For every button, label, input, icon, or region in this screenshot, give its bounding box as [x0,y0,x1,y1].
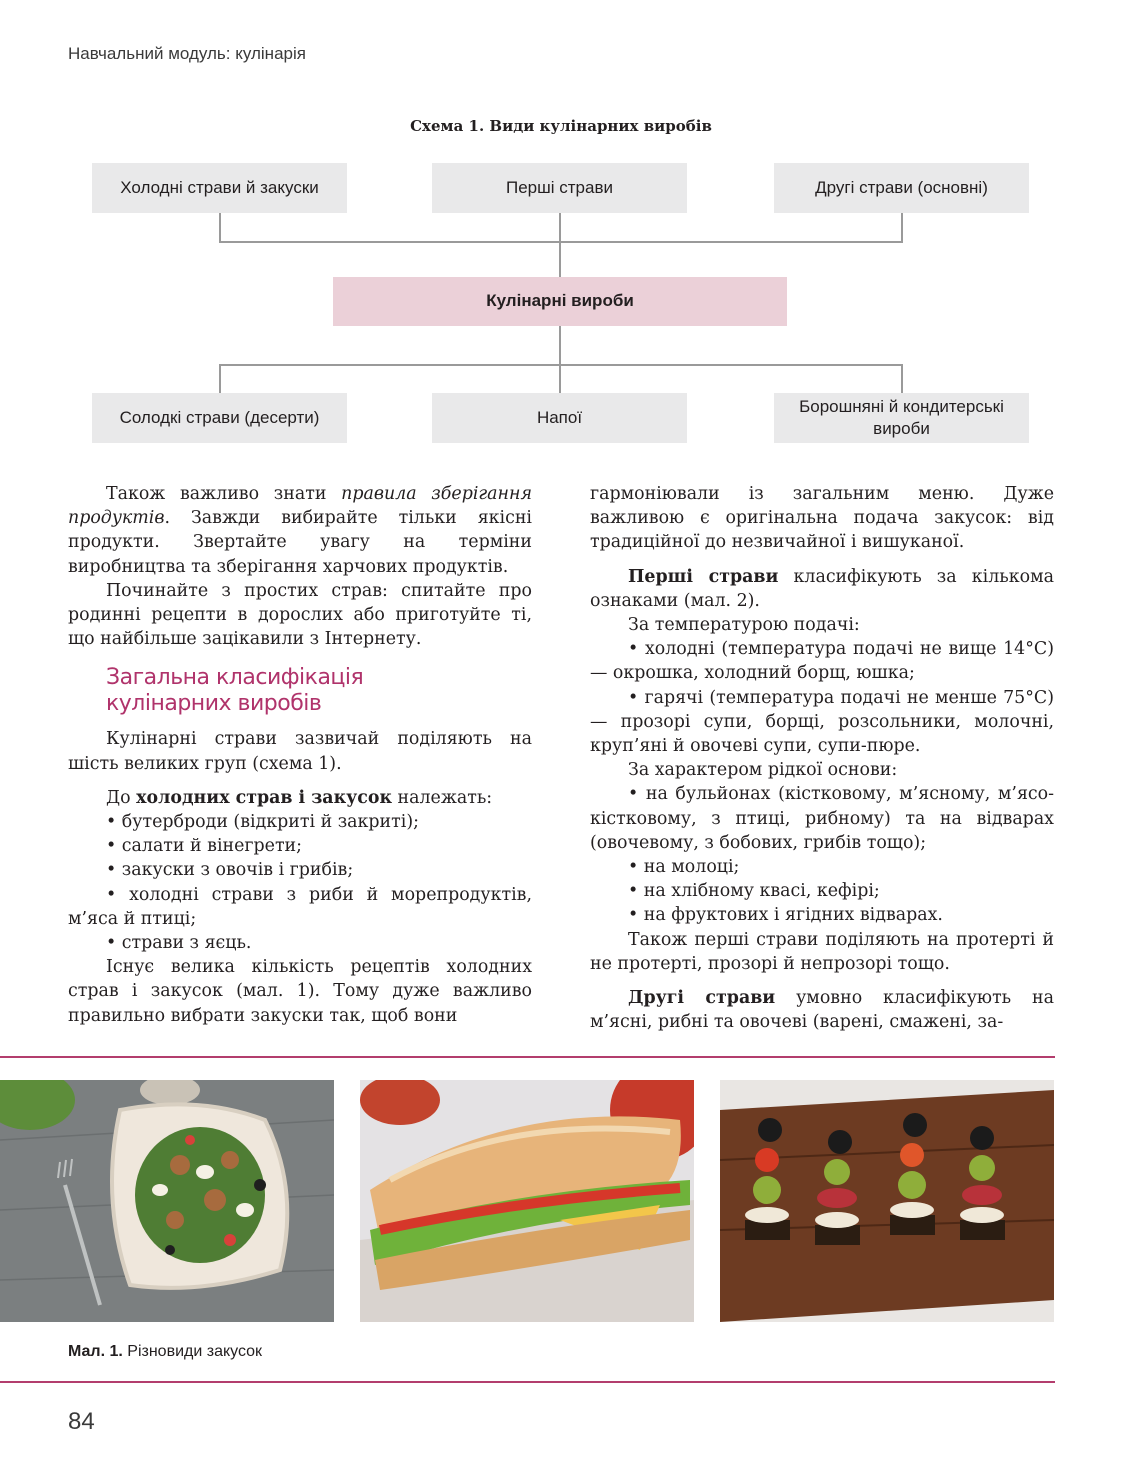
scheme-box-first-courses: Перші страви [432,163,687,213]
page-number: 84 [68,1408,95,1435]
list-item: • на бульйонах (кістковому, м’ясному, м’ясо-кістковому, з птиці, рибному) та на відварах (овочевому, з бобових, грибів тощо); [590,784,1054,853]
connector-line [219,241,903,243]
connector-line [219,364,903,366]
paragraph: гармоніювали із загальним меню. Дуже важливою є оригінальна подача закусок: від традиційної до незвичайної і вишуканої. [590,484,1054,553]
connector-line [559,213,561,277]
list-item: • бутерброди (відкриті й закриті); [106,812,419,833]
list-item: • салати й вінегрети; [106,836,303,857]
left-column [68,482,532,1028]
divider-line [0,1381,1055,1383]
list-item: • гарячі (температура подачі не менше 75°С) — прозорі супи, борщі, розсольники, молочні, круп’яні й овочеві супи, супи-пюре. [590,687,1054,757]
list-item: • холодні страви з риби й морепродуктів, м’яса й птиці; [68,884,532,929]
paragraph: Також перші страви поділяють на протерті й не протерті, прозорі й непрозорі тощо. [590,929,1054,974]
paragraph: Перші страви класифікують за кількома ознаками (мал. 2). [590,566,1054,611]
photo-salad [0,1080,334,1322]
scheme-box-pastry: Борошняні й кондитерські вироби [774,393,1029,443]
paragraph: Починайте з простих страв: спитайте про родинні рецепти в дорослих або приготуйте ті, що найбільше зацікавили з Інтернету. [68,580,532,650]
list-item: • холодні (температура подачі не вище 14°С) — окрошка, холодний борщ, юшка; [590,639,1054,684]
scheme-box-center: Кулінарні вироби [333,277,787,326]
list-item: • страви з яєць. [106,933,252,954]
salad-illustration [0,1080,334,1322]
scheme-box-second-courses: Другі страви (основні) [774,163,1029,213]
scheme-box-desserts: Солодкі страви (десерти) [92,393,347,443]
section-heading: Загальна класифікація кулінарних виробів [106,665,364,717]
list-item: • закуски з овочів і грибів; [106,860,354,881]
right-column [590,482,1054,1034]
paragraph: За характером рідкої основи: [628,760,898,781]
divider-line [0,1056,1055,1058]
connector-line [219,213,221,243]
running-header: Навчальний модуль: кулінарія [68,44,306,63]
photo-sandwich [360,1080,694,1322]
connector-line [559,326,561,366]
paragraph: Другі страви умовно класифікують на м’ясні, рибні та овочеві (варені, смажені, за- [590,988,1054,1033]
connector-line [901,364,903,393]
scheme-box-drinks: Напої [432,393,687,443]
list-item: • на фруктових і ягідних відварах. [628,905,943,926]
list-item: • на молоці; [628,857,740,878]
sandwich-illustration [360,1080,694,1322]
list-item: • на хлібному квасі, кефірі; [628,881,880,902]
paragraph: Також важливо знати правила зберігання продуктів. Завжди вибирайте тільки якісні продукти. Звертайте увагу на терміни виробництва та зберігання харчових продуктів. [68,484,532,577]
scheme-title: Схема 1. Види кулінарних виробів [410,117,712,135]
paragraph: До холодних страв і закусок належать: [106,787,493,808]
paragraph: Існує велика кількість рецептів холодних страв і закусок (мал. 1). Тому дуже важливо правильно вибрати закуски так, щоб вони [68,957,532,1026]
connector-line [901,213,903,243]
canapes-illustration [720,1080,1054,1322]
photo-canapes [720,1080,1054,1322]
connector-line [219,364,221,393]
paragraph: За температурою подачі: [628,615,860,636]
figure-caption: Мал. 1. Різновиди закусок [68,1343,263,1360]
paragraph: Кулінарні страви зазвичай поділяють на шість великих груп (схема 1). [68,729,532,774]
connector-line [559,364,561,393]
scheme-box-cold-dishes: Холодні страви й закуски [92,163,347,213]
